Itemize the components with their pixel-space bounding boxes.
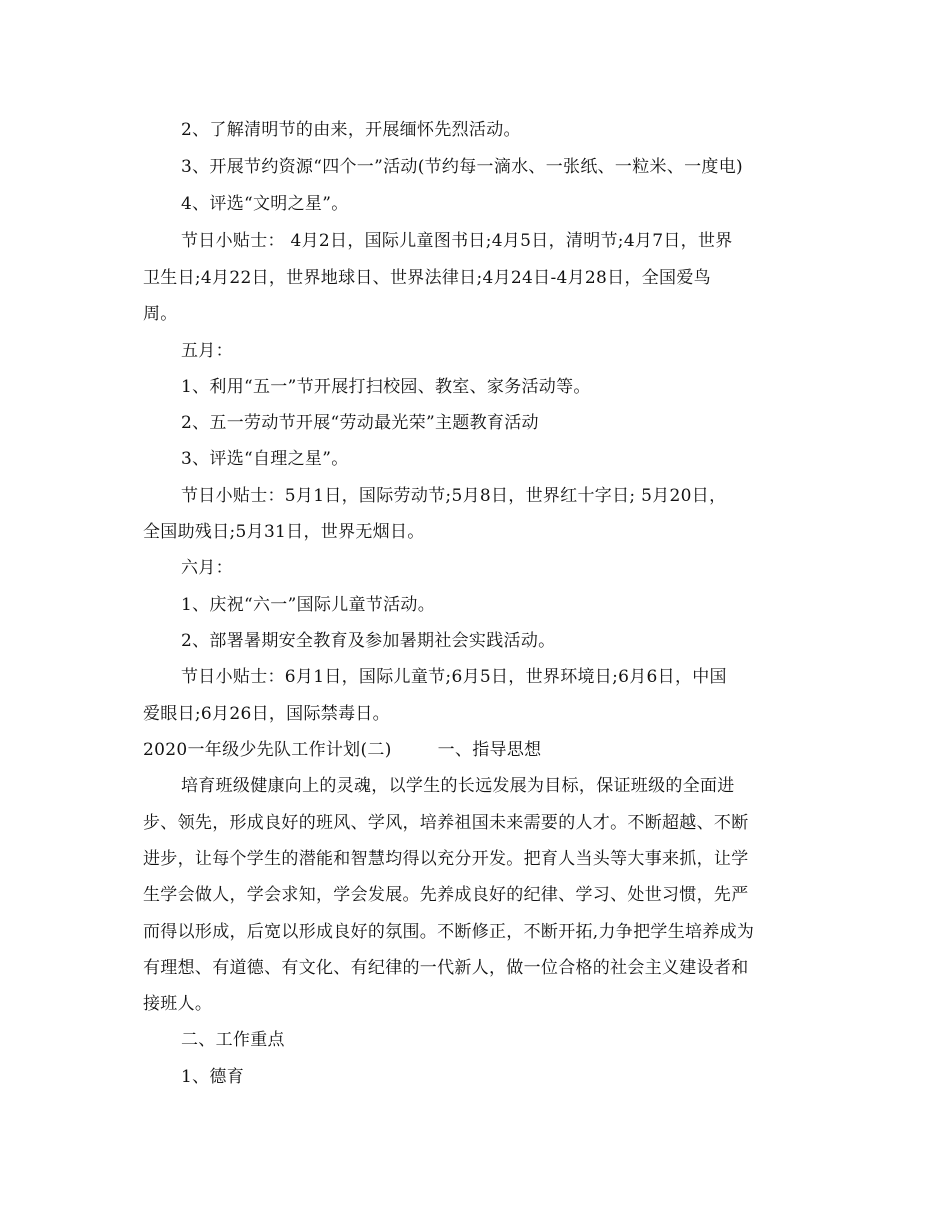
paragraph-line-5: 而得以形成，后宽以形成良好的氛围。不断修正，不断开拓,力争把学生培养成为 [143,922,755,942]
paragraph-line-4: 生学会做人，学会求知，学会发展。先养成良好的纪律、学习、处世习惯，先严 [143,885,749,905]
plan-two-heading-line [143,739,541,761]
may-item-2: 2、五一劳动节开展“劳动最光荣”主题教育活动 [181,413,539,433]
may-tips-line-2: 全国助残日;5月31日，世界无烟日。 [143,522,425,542]
may-tips-line-1: 节日小贴士：5月1日，国际劳动节;5月8日，世界红十字日; 5月20日， [181,486,727,506]
paragraph-line-3: 进步，让每个学生的潜能和智慧均得以充分开发。把育人当头等大事来抓，让学 [143,849,749,869]
april-item-4: 4、评选“文明之星”。 [181,194,349,214]
may-item-1: 1、利用“五一”节开展打扫校园、教室、家务活动等。 [181,377,591,397]
section-work-focus: 二、工作重点 [181,1030,285,1050]
june-item-1: 1、庆祝“六一”国际儿童节活动。 [181,595,435,615]
april-item-2: 2、了解清明节的由来，开展缅怀先烈活动。 [181,120,521,140]
plan-two-title: 2020一年级少先队工作计划(二) [143,740,392,760]
may-heading: 五月： [181,341,233,361]
april-tips-line-1: 节日小贴士： 4月2日，国际儿童图书日;4月5日，清明节;4月7日，世界 [181,231,733,251]
april-tips-line-3: 周。 [143,304,178,324]
paragraph-line-2: 步、领先，形成良好的班风、学风，培养祖国未来需要的人才。不断超越、不断 [143,813,749,833]
may-item-3: 3、评选“自理之星”。 [181,449,349,469]
sub-section-moral-education: 1、德育 [181,1067,245,1087]
june-tips-line-2: 爱眼日;6月26日，国际禁毒日。 [143,704,390,724]
paragraph-line-1: 培育班级健康向上的灵魂，以学生的长远发展为目标，保证班级的全面进 [181,776,735,796]
paragraph-line-6: 有理想、有道德、有文化、有纪律的一代新人，做一位合格的社会主义建设者和 [143,958,749,978]
june-tips-line-1: 节日小贴士：6月1日，国际儿童节;6月5日，世界环境日;6月6日，中国 [181,667,727,687]
june-heading: 六月： [181,558,233,578]
june-item-2: 2、部署暑期安全教育及参加暑期社会实践活动。 [181,631,556,651]
april-tips-line-2: 卫生日;4月22日，世界地球日、世界法律日;4月24日-4月28日，全国爱鸟 [143,268,711,288]
section-guiding-ideology: 一、指导思想 [437,740,542,760]
april-item-3: 3、开展节约资源“四个一”活动(节约每一滴水、一张纸、一粒米、一度电) [181,157,743,177]
paragraph-line-7: 接班人。 [143,994,213,1014]
